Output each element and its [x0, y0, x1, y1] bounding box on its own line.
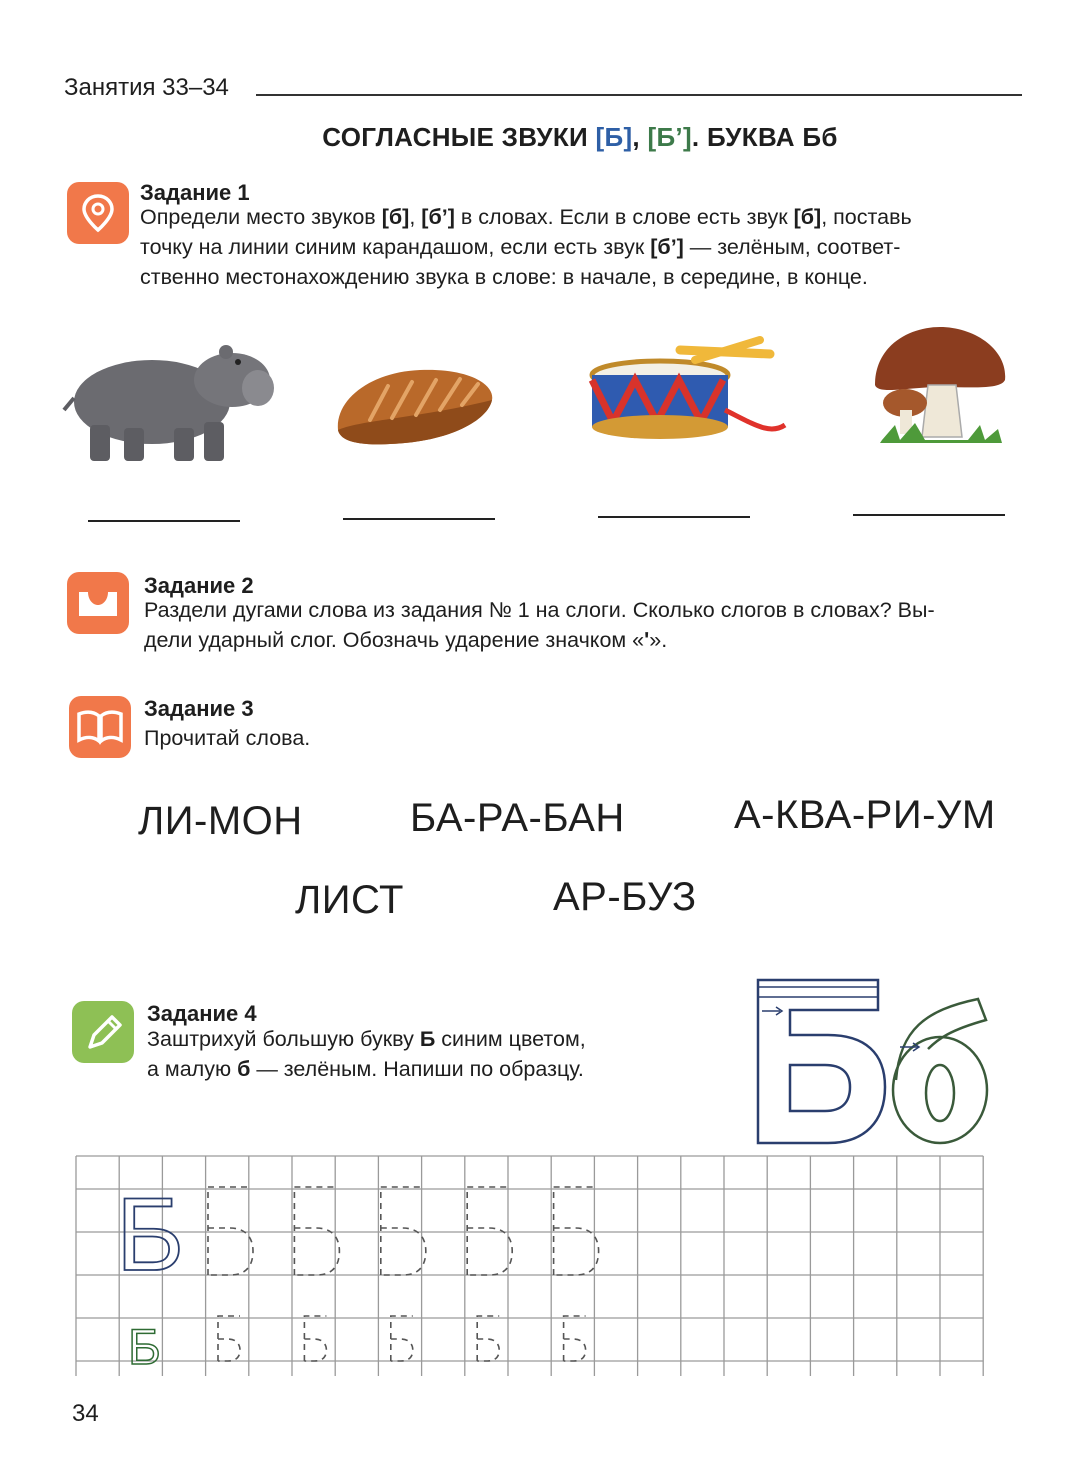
title-part1: СОГЛАСНЫЕ ЗВУКИ [322, 122, 596, 152]
title-sound-soft: [Б’] [647, 122, 692, 152]
grid-sample-lower: Б [128, 1319, 161, 1375]
title-part2: . БУКВА Бб [691, 122, 838, 152]
title-sound-hard: [Б] [595, 122, 633, 152]
trace-lower-letter [564, 1316, 586, 1361]
task3-heading: Задание 3 [144, 696, 254, 721]
task1-line2: точку на линии синим карандашом, если есть звук [б’] — зелёным, соответ- [140, 235, 901, 259]
task4-line1: Заштрихуй большую букву Б синим цветом, [147, 1027, 586, 1051]
trace-upper-letter [554, 1187, 599, 1275]
task2-text [144, 595, 1044, 655]
answer-line-2[interactable] [343, 518, 495, 520]
word-3: А-КВА-РИ-УМ [734, 793, 996, 837]
writing-grid[interactable] [76, 1156, 1036, 1378]
mushroom-image [870, 325, 1010, 450]
task1-line3: ственно местонахождению звука в слове: в начале, в середине, в конце. [140, 265, 868, 289]
dashed-letters [208, 1187, 599, 1361]
word-4: ЛИСТ [295, 878, 404, 922]
answer-line-4[interactable] [853, 514, 1005, 516]
word-5: АР-БУЗ [553, 875, 697, 919]
task1-line1: Определи место звуков [б], [б’] в словах. Если в слове есть звук [б], поставь [140, 205, 912, 229]
answer-line-3[interactable] [598, 516, 750, 518]
trace-upper-letter [208, 1187, 253, 1275]
page-number: 34 [72, 1400, 99, 1427]
word-1: ЛИ-МОН [138, 799, 303, 843]
trace-upper-letter [381, 1187, 426, 1275]
task4-text [147, 1024, 707, 1084]
tray-icon [67, 572, 129, 634]
trace-lower-letter [477, 1316, 499, 1361]
trace-lower-letter [218, 1316, 240, 1361]
grid-sample-upper: Б [116, 1177, 185, 1293]
trace-upper-letter [467, 1187, 512, 1275]
task2-heading: Задание 2 [144, 573, 254, 598]
header-rule [256, 94, 1022, 96]
task2-line1: Раздели дугами слова из задания № 1 на слоги. Сколько слогов в словах? Вы- [144, 598, 935, 622]
location-pin-icon [67, 182, 129, 244]
task1-text [140, 202, 1040, 292]
hippo-image [62, 330, 277, 465]
drum-image [585, 340, 790, 445]
trace-lower-letter [391, 1316, 413, 1361]
trace-upper-letter [294, 1187, 339, 1275]
open-book-icon [69, 696, 131, 758]
bread-image [330, 360, 500, 450]
page-title [0, 122, 1080, 153]
task2-line2: дели ударный слог. Обозначь ударение значком «ʹ». [144, 628, 668, 652]
pencil-icon [72, 1001, 134, 1063]
letter-sample [750, 975, 1000, 1150]
title-comma: , [632, 122, 648, 152]
task1-heading: Задание 1 [140, 180, 250, 205]
word-2: БА-РА-БАН [410, 796, 625, 840]
lesson-label: Занятия 33–34 [64, 74, 229, 101]
task3-text: Прочитай слова. [144, 726, 311, 750]
trace-lower-letter [304, 1316, 326, 1361]
task4-heading: Задание 4 [147, 1001, 257, 1026]
answer-line-1[interactable] [88, 520, 240, 522]
task4-line2: а малую б — зелёным. Напиши по образцу. [147, 1057, 584, 1081]
